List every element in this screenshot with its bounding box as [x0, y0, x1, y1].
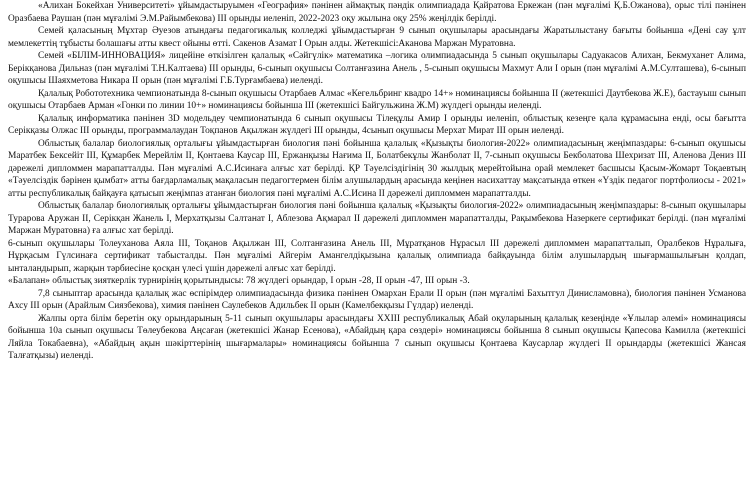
paragraph-youth-olympiad: 7,8 сыныптар арасында қалалық жас өспірімдер олимпиадасында физика пәнінен Омархан Ерали II орын (пән мұғалімі Бахытгул Динисламовна), биология пәнінен Усманова Ахсу III орын (Арайлым Сиязбекова), химия пәнінен Саулебеков Адильбек II орын (Камелбекқызы Гүлдар) иеленді. [8, 288, 746, 311]
paragraph-abai-readings: Жалпы орта білім беретін оқу орындарының 5-11 сынып оқушылары арасындағы XXIII республикалық Абай оқуларының қалалық кезеңінде «Ұлылар әлемі» номинациясы бойынша 10а сынып оқушысы Төлеубекова Аңсаған (жетекшісі Жанар Есенова), «Абайдың қара сөздері» номинациясы бойынша 8 сынып оқушысы Қапесова Камилла (жетекшісі Ляйла Токабаевна), «Абайдың ақын шәкірттерінің шығармалары» номинациясы бойынша 7 сынып оқушысы Қонтаева Каусарлар жүлдегі II орындарды (жетекшісі Жансая Талғатқызы) иеленді. [8, 313, 746, 361]
paragraph-3d-modeling: Қалалық информатика пәнінен 3D модельдеу чемпионатында 6 сынып оқушысы Тілеқұлы Амир I орынды иеленіп, облыстық кезеңге қала құрамасына енді, осы бағытта Серікқазы Олжас III орынды, программалаудан Тоқпанов Ақылжан жүлдегі III орынды, 4сынып оқушысы Мерхат Мират III орын иеленді. [8, 113, 746, 136]
paragraph-grade6-diplomas: 6-сынып оқушылары Толеуханова Аяла III, Тоқанов Ақылжан III, Солтанғазина Анель III, Мұратқанов Нұрасыл III дәрежелі дипломмен марапатталып, Оралбеков Нұралыға, Нұрқасым Гүлсинаға сертификат табысталды. Пән мұғалімі Айгерім Амангелдіқызына қалалық олимпиада байқауында білім алушылардың шығармашылығын қолдап, ынталандырып, жарқын тәрбиесіне қосқан үлесі үшін дәрежелі алғыс хат берілді. [8, 238, 746, 274]
paragraph-math-logic-olympiad: Семей «БІЛІМ-ИННОВАЦИЯ» лицейіне өткізілген қалалық «Сәйгүлік» математика –логика олимпиадасында 5 сынып оқушылары Садуакасов Алихан, Бекмуханет Алима, Берікқанова Дильназ (пән мұғалімі Т.Н.Калтаева) III орынды, 6-сынып оқушысы Солтанғазина Анель , 5-сынып оқушысы Махмут Али I орын (пән мұғалімі А.М.Султашева), 6-сынып оқушысы Шаяхметова Никара II орын (пән мұғалімі Г.Б.Турғамбаева) иеленді. [8, 51, 746, 86]
paragraph-biology-olympiad-6-7: Облыстық балалар биологиялық орталығы ұйымдастырған биология пәні бойынша қалалық «Қызықты биология-2022» олимпиадасының жеңімпаздары: 6-сынып оқушысы Маратбек Бексейіт III, Құмарбек Мерейлім II, Қонтаева Каусар III, Ержанқызы Нағима II, Болатбекұлы Жанболат II, 7-сынып оқушысы Бекболатова Шехризат III, Аленова Дениз III дәрежелі дипломмен марапатталды. Пән мұғалімі А.С.Исинаға алғыс хат берілді. ҚР Тәуелсіздігінің 30 жылдық мерейтойына орай мемлекет басшысы Қасым-Жомарт Тоқаевтың «Тәуелсіздік бәрінен қымбат» атты бағдарламалық мақаласын педагогтермен білім алушылардың арасында кеңінен насихаттау мақсатында өткен «Үздік педагог портфолиосы - 2021» атты республикалық байқауға қатысып жеңімпаз атанған биология пәні мұғалімі А.С.Исина II дәрежелі дипломмен марапатталды. [8, 138, 746, 199]
paragraph-biology-olympiad-8: Облыстық балалар биологиялық орталығы ұйымдастырған биология пәні бойынша қалалық «Қызықты биология-2022» олимпиадасының жеңімпаздары: 8-сынып оқушылары Турарова Аружан II, Серікқан Жанель I, Мерхатқызы Салтанат I, Аблезова Ақмарал II дәрежелі дипломмен марапатталды, Рақымбекова Назеркеге сертификат берілді. (пән мұғалімі Маржан Муратовна) ға алғыс хат берілді. [8, 201, 746, 236]
paragraph-balapan-tournament: «Балапан» облыстық зияткерлік турнирінің қорытындысы: 78 жүлдегі орындар, I орын -28, II орын -47, III орын -3. [8, 276, 470, 286]
paragraph-geography-olympiad: «Алихан Бокейхан Университеті» ұйымдастыруымен «География» пәнінен аймақтық пәндік олимпиадада Қайратова Еркежан (пән мұғалімі Қ.Б.Ожанова), орыс тілі пәнінен Оразбаева Раушан (пән мұғалімі Э.М.Райымбекова) III орынды иеленіп, 2022-2023 оқу жылына оқу 25% жеңілдік берілді. [8, 1, 746, 24]
paragraph-robotics-championship: Қалалық Робототехника чемпионатында 8-сынып оқушысы Отарбаев Алмас «Кегельбринг квадро 14+» номинациясы бойынша II (жетекшісі Даутбекова Ж.Е), бастауыш сынып оқушысы Отарбаев Арман «Гонки по линии 10+» номинациясы бойынша III (жетекшісі Байгульжина Ж.М) жүлдегі орынды иеленді. [8, 88, 746, 111]
paragraph-quest-game: Семей қаласының Мұхтар Әуезов атындағы педагогикалық колледжі ұйымдастырған 9 сынып оқушылары арасындағы Жаратылыстану бағыты бойынша «Дені сау ұлт мемлекеттің тұбысты болашағы атты квест ойыны өтті. Сакенов Азамат I Орын алды. Жетекшісі:Аканова Маржан Муратовна. [8, 26, 746, 49]
